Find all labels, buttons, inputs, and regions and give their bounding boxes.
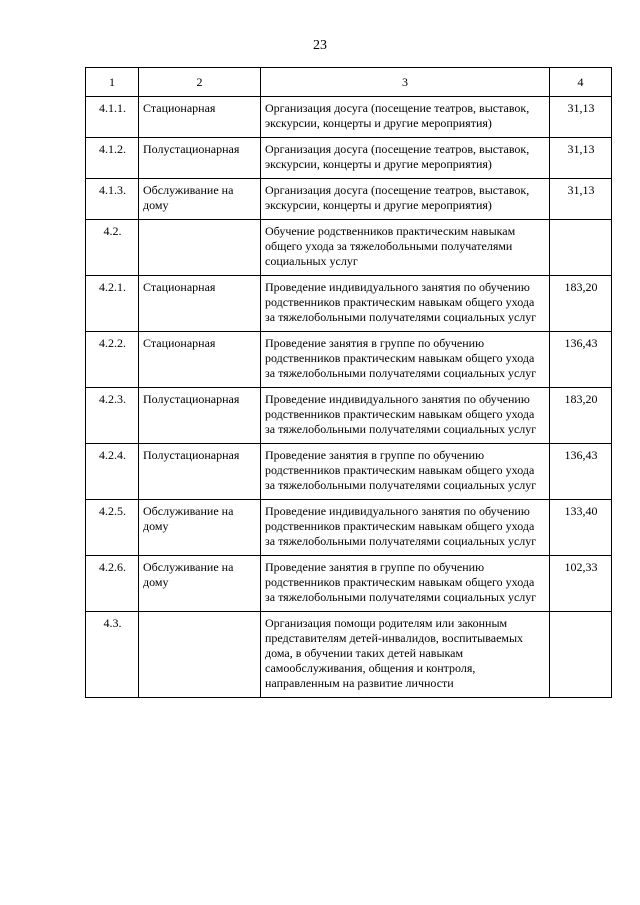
table-row — [86, 332, 612, 388]
service-form: Полустационарная — [139, 388, 261, 444]
service-price: 31,13 — [550, 97, 612, 138]
table-row — [86, 612, 612, 698]
service-price: 136,43 — [550, 332, 612, 388]
service-form: Полустационарная — [139, 444, 261, 500]
table-row — [86, 179, 612, 220]
service-price: 183,20 — [550, 388, 612, 444]
service-price — [550, 220, 612, 276]
service-price: 183,20 — [550, 276, 612, 332]
service-form — [139, 220, 261, 276]
row-number: 4.3. — [86, 612, 139, 698]
row-number: 4.2.4. — [86, 444, 139, 500]
row-number: 4.2.6. — [86, 556, 139, 612]
row-number: 4.1.3. — [86, 179, 139, 220]
service-form: Стационарная — [139, 332, 261, 388]
service-price: 133,40 — [550, 500, 612, 556]
table-header-row — [86, 68, 612, 97]
service-form: Обслуживание на дому — [139, 179, 261, 220]
header-cell-4: 4 — [550, 68, 612, 97]
service-form: Стационарная — [139, 97, 261, 138]
service-name: Проведение занятия в группе по обучению родственников практическим навыкам общего ухода за тяжелобольными получателями социальных услуг — [261, 332, 550, 388]
service-form: Обслуживание на дому — [139, 556, 261, 612]
service-name: Обучение родственников практическим навыкам общего ухода за тяжелобольными получателями социальных услуг — [261, 220, 550, 276]
service-price: 31,13 — [550, 138, 612, 179]
row-number: 4.2.1. — [86, 276, 139, 332]
row-number: 4.1.1. — [86, 97, 139, 138]
service-name: Проведение индивидуального занятия по обучению родственников практическим навыкам общего ухода за тяжелобольными получателями социальных услуг — [261, 500, 550, 556]
table-row — [86, 276, 612, 332]
row-number: 4.2. — [86, 220, 139, 276]
row-number: 4.2.5. — [86, 500, 139, 556]
header-cell-2: 2 — [139, 68, 261, 97]
service-name: Организация досуга (посещение театров, выставок, экскурсии, концерты и другие мероприятия) — [261, 179, 550, 220]
service-name: Проведение индивидуального занятия по обучению родственников практическим навыкам общего ухода за тяжелобольными получателями социальных услуг — [261, 276, 550, 332]
service-form — [139, 612, 261, 698]
table-row — [86, 138, 612, 179]
row-number: 4.2.3. — [86, 388, 139, 444]
service-name: Организация помощи родителям или законным представителям детей-инвалидов, воспитываемых дома, в обучении таких детей навыкам самообслуживания, общения и контроля, направленным на развитие личности — [261, 612, 550, 698]
service-form: Стационарная — [139, 276, 261, 332]
row-number: 4.1.2. — [86, 138, 139, 179]
service-name: Проведение занятия в группе по обучению родственников практическим навыкам общего ухода за тяжелобольными получателями социальных услуг — [261, 556, 550, 612]
service-form: Обслуживание на дому — [139, 500, 261, 556]
service-name: Организация досуга (посещение театров, выставок, экскурсии, концерты и другие мероприятия) — [261, 97, 550, 138]
page-number: 23 — [313, 38, 327, 53]
service-name: Проведение занятия в группе по обучению родственников практическим навыкам общего ухода за тяжелобольными получателями социальных услуг — [261, 444, 550, 500]
table-row — [86, 444, 612, 500]
table-row — [86, 556, 612, 612]
service-name: Организация досуга (посещение театров, выставок, экскурсии, концерты и другие мероприятия) — [261, 138, 550, 179]
service-price: 31,13 — [550, 179, 612, 220]
service-price: 102,33 — [550, 556, 612, 612]
service-price: 136,43 — [550, 444, 612, 500]
table-row — [86, 97, 612, 138]
header-cell-3: 3 — [261, 68, 550, 97]
table-row — [86, 500, 612, 556]
row-number: 4.2.2. — [86, 332, 139, 388]
table-row — [86, 388, 612, 444]
tariff-table — [85, 67, 612, 698]
table-row — [86, 220, 612, 276]
header-cell-1: 1 — [86, 68, 139, 97]
service-price — [550, 612, 612, 698]
service-name: Проведение индивидуального занятия по обучению родственников практическим навыкам общего ухода за тяжелобольными получателями социальных услуг — [261, 388, 550, 444]
service-form: Полустационарная — [139, 138, 261, 179]
